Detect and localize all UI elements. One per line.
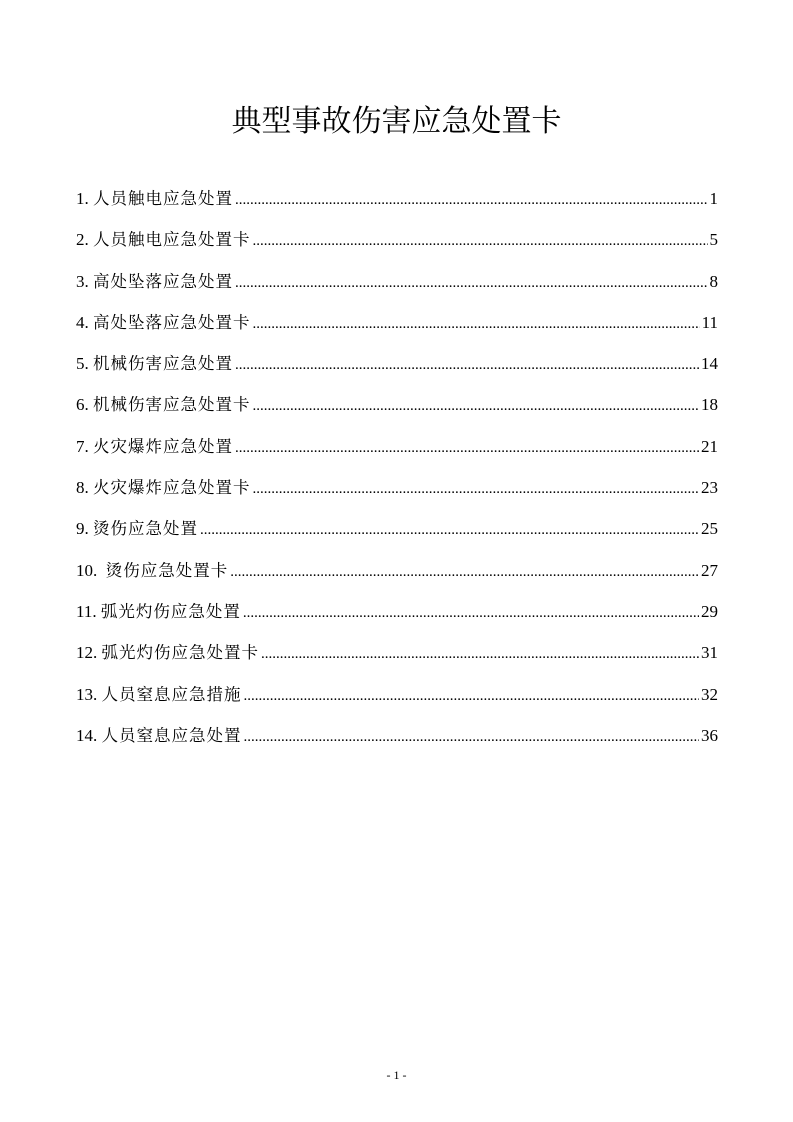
toc-leader-dots: [253, 229, 708, 253]
toc-entry[interactable]: [76, 435, 718, 476]
toc-number: 4.: [76, 312, 93, 332]
toc-leader-dots: [253, 477, 700, 501]
toc-page-number: 14: [701, 354, 718, 374]
toc-leader-dots: [235, 353, 699, 377]
toc-number: 3.: [76, 271, 93, 291]
toc-label: 人员窒息应急措施: [101, 684, 242, 704]
table-of-contents: [76, 187, 718, 765]
toc-label: 人员触电应急处置: [93, 189, 233, 208]
toc-page-number: 21: [701, 436, 718, 456]
toc-entry[interactable]: [76, 187, 718, 228]
toc-label: 弧光灼伤应急处置卡: [101, 643, 259, 663]
toc-leader-dots: [235, 188, 708, 212]
toc-number: 2.: [76, 230, 93, 250]
toc-label: 火灾爆炸应急处置卡: [93, 478, 251, 498]
toc-number: 9.: [76, 519, 93, 539]
toc-page-number: 36: [701, 725, 718, 745]
toc-entry[interactable]: [76, 393, 718, 434]
toc-label: 高处坠落应急处置: [93, 271, 233, 291]
toc-page-number: 5: [709, 230, 718, 250]
toc-entry[interactable]: [76, 517, 718, 558]
toc-number: 12.: [76, 643, 102, 663]
toc-page-number: 25: [701, 519, 718, 539]
toc-number: 11.: [76, 601, 101, 621]
toc-page-number: 18: [701, 395, 718, 415]
toc-entry[interactable]: [76, 600, 718, 641]
toc-leader-dots: [253, 394, 700, 418]
toc-number: 6.: [76, 395, 93, 415]
toc-leader-dots: [200, 518, 699, 542]
toc-leader-dots: [235, 436, 699, 460]
toc-label: 高处坠落应急处置卡: [93, 312, 251, 332]
toc-page-number: 23: [701, 478, 718, 498]
toc-leader-dots: [253, 312, 700, 336]
toc-page-number: 8: [709, 271, 718, 291]
toc-leader-dots: [235, 271, 708, 295]
toc-number: 10.: [76, 560, 106, 580]
toc-page-number: 1: [709, 189, 718, 208]
toc-entry[interactable]: [76, 270, 718, 311]
toc-number: 7.: [76, 436, 93, 456]
page-title: 典型事故伤害应急处置卡: [231, 104, 562, 139]
toc-label: 机械伤害应急处置卡: [93, 395, 251, 415]
toc-label: 烫伤应急处置卡: [105, 560, 229, 580]
toc-entry[interactable]: [76, 352, 718, 393]
toc-number: 14.: [76, 725, 102, 745]
toc-leader-dots: [261, 642, 699, 666]
toc-page-number: 31: [701, 643, 718, 663]
toc-entry[interactable]: [76, 641, 718, 682]
toc-label: 机械伤害应急处置: [93, 354, 233, 374]
toc-leader-dots: [230, 560, 699, 584]
toc-label: 火灾爆炸应急处置: [93, 436, 233, 456]
toc-number: 8.: [76, 478, 93, 498]
toc-label: 烫伤应急处置: [93, 519, 198, 539]
toc-entry[interactable]: [76, 559, 718, 600]
toc-page-number: 11: [701, 312, 718, 332]
toc-entry[interactable]: [76, 476, 718, 517]
toc-entry[interactable]: [76, 311, 718, 352]
toc-page-number: 27: [701, 560, 718, 580]
toc-page-number: 32: [701, 684, 718, 704]
toc-entry[interactable]: [76, 228, 718, 269]
toc-entry[interactable]: [76, 683, 718, 724]
toc-number: 13.: [76, 684, 102, 704]
toc-label: 人员窒息应急处置: [101, 725, 242, 745]
toc-leader-dots: [244, 684, 700, 708]
page-number: - 1 -: [386, 1068, 407, 1082]
toc-entry[interactable]: [76, 724, 718, 765]
toc-label: 人员触电应急处置卡: [93, 230, 251, 250]
toc-number: 5.: [76, 354, 93, 374]
toc-number: 1.: [76, 189, 93, 208]
toc-page-number: 29: [701, 601, 718, 621]
toc-label: 弧光灼伤应急处置: [100, 601, 241, 621]
toc-leader-dots: [243, 601, 699, 625]
toc-leader-dots: [244, 725, 700, 749]
